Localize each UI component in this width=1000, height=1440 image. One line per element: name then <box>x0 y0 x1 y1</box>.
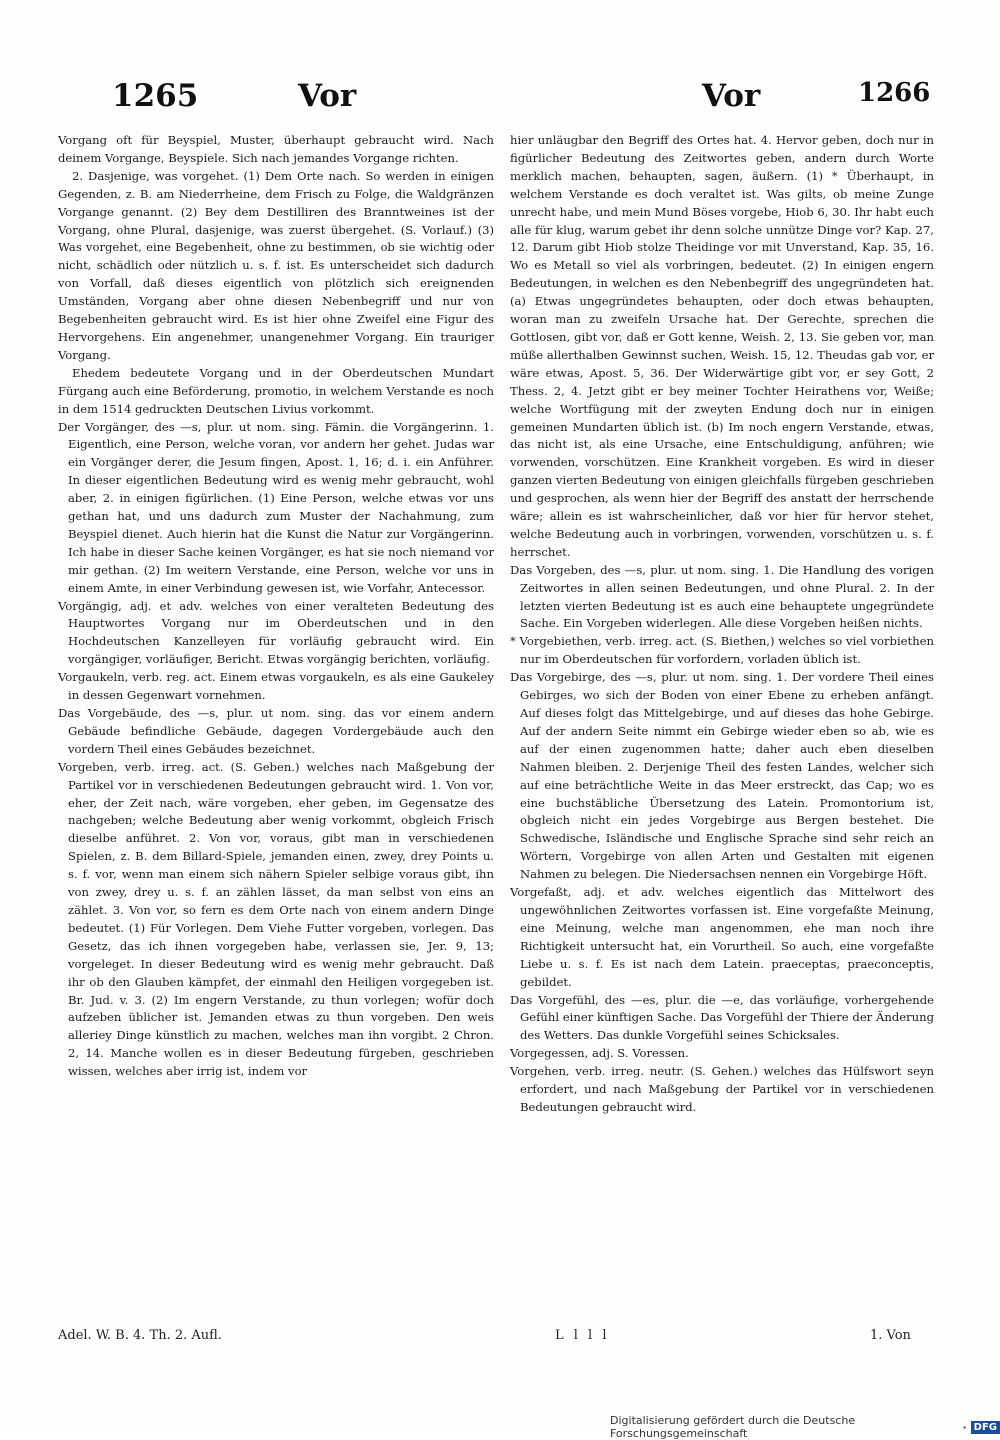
dictionary-entry: Das Vorgebäude, des —s, plur. ut nom. sing. das vor einem andern Gebäude befindliche Gebäude, dagegen Vordergebäude auch den vordern Theil eines Gebäudes bezeichnet. <box>58 706 494 756</box>
signature-left: Adel. W. B. 4. Th. 2. Aufl. <box>58 1328 222 1343</box>
entry-paragraph: Vorgang oft für Beyspiel, Muster, überhaupt gebraucht wird. Nach deinem Vorgange, Beyspiele. Sich nach jemandes Vorgange richten. <box>58 133 494 165</box>
separator-dot-icon: · <box>962 1420 967 1434</box>
left-column <box>58 132 494 1081</box>
page-number-right: 1266 <box>858 78 931 108</box>
dictionary-entry: Das Vorgeben, des —s, plur. ut nom. sing. 1. Die Handlung des vorigen Zeitwortes in allen seinen Bedeutungen, und ohne Plural. 2. In der letzten vierten Bedeutung ist es auch eine behauptete ungegründete Sache. Ein Vorgeben widerlegen. Alle diese Vorgeben heißen nichts. <box>510 562 934 631</box>
dictionary-entry: Vorgehen, verb. irreg. neutr. (S. Gehen.) welches das Hülfswort seyn erfordert, und nach Maßgebung der Partikel vor in verschiedenen Bedeutungen gebraucht wird. <box>510 1064 934 1114</box>
footer-text: Digitalisierung gefördert durch die Deutsche Forschungsgemeinschaft <box>610 1414 856 1440</box>
page-number-left: 1265 <box>112 78 199 114</box>
right-column <box>510 132 934 1117</box>
funding-footer <box>610 1414 1000 1440</box>
dictionary-entry: Vorgeben, verb. irreg. act. (S. Geben.) welches nach Maßgebung der Partikel vor in verschiedenen Bedeutungen gebraucht wird. 1. Von vor, eher, der Zeit nach, wäre vorgeben, eher geben, im Gegensatze des nachgeben; welche Bedeutung aber wenig vorkommt, obgleich Frisch dieselbe anführet. 2. Von vor, voraus, gibt man in verschiedenen Spielen, z. B. dem Billard-Spiele, jemanden einen, zwey, drey Points u. s. f. vor, wenn man einem sich nähern Spieler selbige voraus gibt, ihn von zwey, drey u. s. f. an zählen lässet, da man selbst von eins an zählet. 3. Von vor, so fern es dem Orte nach von einem andern Dinge bedeutet. (1) Für Vorlegen. Dem Viehe Futter vorgeben, vorlegen. Das Gesetz, das ich ihnen vorgegeben habe, verlassen sie, Jer. 9, 13; vorgeleget. In dieser Bedeutung wird es wenig mehr gebraucht. Daß ihr ob den Glauben kämpfet, der einmahl den Heiligen vorgegeben ist. Br. Jud. v. 3. (2) Im engern Verstande, zu thun vorlegen; wofür doch aufzeben üblicher ist. Jemanden etwas zu thun vorgeben. Den weis alleriey Dinge künstlich zu machen, welches man ihn vorgibt. 2 Chron. 2, 14. Manche wollen es in dieser Bedeutung fürgeben, geschrieben wissen, welches aber irrig ist, indem vor <box>58 759 494 1079</box>
dictionary-entry: Vorgängig, adj. et adv. welches von einer veralteten Bedeutung des Hauptwortes Vorgang nur im Oberdeutschen und in den Hochdeutschen Kanzelleyen für vorläufig gebraucht wird. Ein vorgängiger, vorläufiger, Bericht. Etwas vorgängig berichten, vorläufig. <box>58 598 494 667</box>
dictionary-entry: * Vorgebiethen, verb. irreg. act. (S. Biethen,) welches so viel vorbiethen nur im Oberdeutschen für vorfordern, vorladen üblich ist. <box>510 634 934 667</box>
entry-paragraph: hier unläugbar den Begriff des Ortes hat. 4. Hervor geben, doch nur in figürlicher Bedeutung des Zeitwortes geben, andern durch Worte merklich machen, behaupten, sagen, äußern. (1) * Überhaupt, in welchem Verstande es doch veraltet ist. Was gilts, ob meine Zunge unrecht habe, und mein Mund Böses vorgebe, Hiob 6, 30. Ihr habt euch alle für klug, warum gebet ihr denn solche unnütze Dinge vor? Kap. 27, 12. Darum gibt Hiob stolze Theidinge vor mit Unverstand, Kap. 35, 16. Wo es Metall so viel als vorbringen, bedeutet. (2) In einigen engern Bedeutungen, in welchen es den Nebenbegriff des ungegründeten hat. (a) Etwas ungegründetes behaupten, oder doch etwas behaupten, woran man zu zweifeln Ursache hat. Der Gerechte, sprechen die Gottlosen, gibt vor, daß er Gott kenne, Weish. 2, 13. Sie geben vor, man müße allerthalben Gewinnst suchen, Weish. 15, 12. Theudas gab vor, er wäre etwas, Apost. 5, 36. Der Widerwärtige gibt vor, er sey Gott, 2 Thess. 2, 4. Jetzt gibt er bey meiner Tochter Heirathens vor, Weiße; welche Wortfügung mit der zweyten Endung doch nur in einigen gemeinen Mundarten üblich ist. (b) Im noch engern Verstande, etwas, das nicht ist, als eine Ursache, eine Entschuldigung, anführen; wie vorwenden, vorschützen. Eine Krankheit vorgeben. Es wird in dieser ganzen vierten Bedeutung von einigen gleichfalls fürgeben geschrieben und gesprochen, als wenn hier der Begriff des anstatt der herrschende wäre; allein es ist wahrscheinlicher, daß vor hier für hervor stehet, welche Bedeutung auch in vorbringen, vorwenden, vorschützen u. s. f. herrschet. <box>510 133 934 559</box>
catchword-bottom: 1. Von <box>870 1328 911 1343</box>
dictionary-entry: Vorgefaßt, adj. et adv. welches eigentlich das Mittelwort des ungewöhnlichen Zeitwortes vorfassen ist. Eine vorgefaßte Meinung, eine Meinung, welche man angenommen, ehe man noch ihre Richtigkeit untersucht hat, ein Vorurtheil. So auch, eine vorgefaßte Liebe u. s. f. Es ist nach dem Latein. praeceptas, praeconceptis, gebildet. <box>510 885 934 989</box>
dfg-logo: DFG <box>971 1421 1000 1434</box>
dictionary-entry: Vorgaukeln, verb. reg. act. Einem etwas vorgaukeln, es als eine Gaukeley in dessen Gegenwart vornehmen. <box>58 670 494 703</box>
dictionary-entry: Das Vorgebirge, des —s, plur. ut nom. sing. 1. Der vordere Theil eines Gebirges, wo sich der Boden von einer Ebene zu erheben anfängt. Auf dieses folgt das Mittelgebirge, und auf dieses das hohe Gebirge. Auf der andern Seite nimmt ein Gebirge wieder eben so ab, wie es auf der einen zugenommen hatte; daher auch eben dieselben Nahmen bleiben. 2. Derjenige Theil des festen Landes, welcher sich auf eine beträchtliche Weite in das Meer erstreckt, das Cap; wo es eine buchstäbliche Übersetzung des Latein. Promontorium ist, obgleich nicht ein jedes Vorgebirge aus Bergen bestehet. Die Schwedische, Isländische und Englische Sprache sind sehr reich an Wörtern, Vorgebirge von allen Arten und Gestalten mit eigenen Nahmen zu belegen. Die Niedersachsen nennen ein Vorgebirge Höft. <box>510 670 934 882</box>
entry-paragraph: 2. Dasjenige, was vorgehet. (1) Dem Orte nach. So werden in einigen Gegenden, z. B. am Niederrheine, dem Frisch zu Folge, die Waldgränzen Vorgange genannt. (2) Bey dem Destilliren des Branntweines ist der Vorgang, ohne Plural, dasjenige, was zuerst übergehet. (S. Vorlauf.) (3) Was vorgehet, eine Begebenheit, ohne zu bestimmen, ob sie wichtig oder nicht, schädlich oder nützlich u. s. f. ist. Es unterscheidet sich dadurch von Vorfall, daß dieses eigentlich von plötzlich sich ereignenden Umständen, Vorgang aber ohne diesen Nebenbegriff und nur von Begebenheiten gebraucht wird. Es ist hier ohne Zweifel eine Figur des Hervorgehens. Ein angenehmer, unangenehmer Vorgang. Ein trauriger Vorgang. <box>58 168 494 362</box>
dictionary-entry: Das Vorgefühl, des —es, plur. die —e, das vorläufige, vorhergehende Gefühl einer künftigen Sache. Das Vorgefühl der Thiere der Änderung des Wetters. Das dunkle Vorgefühl seines Schicksales. <box>510 992 934 1043</box>
dictionary-entry: Der Vorgänger, des —s, plur. ut nom. sing. Fämin. die Vorgängerinn. 1. Eigentlich, eine Person, welche voran, vor andern her gehet. Judas war ein Vorgänger derer, die Jesum fingen, Apost. 1, 16; d. i. ein Anführer. In dieser eigentlichen Bedeutung wird es wenig mehr gebraucht, wohl aber, 2. in einigen figürlichen. (1) Eine Person, welche etwas vor uns gethan hat, und uns dadurch zum Muster der Nachahmung, zum Beyspiel dienet. Auch hierin hat die Kunst die Natur zur Vorgängerinn. Ich habe in dieser Sache keinen Vorgänger, es hat sie noch niemand vor mir gethan. (2) Im weitern Verstande, eine Person, welche vor uns in einem Amte, in einer Verbindung gewesen ist, wie Vorfahr, Antecessor. <box>58 419 494 595</box>
entry-paragraph: Ehedem bedeutete Vorgang und in der Oberdeutschen Mundart Fürgang auch eine Beförderung, promotio, in welchem Verstande es noch in dem 1514 gedruckten Deutschen Livius vorkommt. <box>58 365 494 416</box>
signature-mark: L l l l <box>555 1328 610 1343</box>
catchword-left: Vor <box>298 78 357 114</box>
dictionary-entry: Vorgegessen, adj. S. Voressen. <box>510 1046 689 1061</box>
catchword-right: Vor <box>702 78 761 114</box>
